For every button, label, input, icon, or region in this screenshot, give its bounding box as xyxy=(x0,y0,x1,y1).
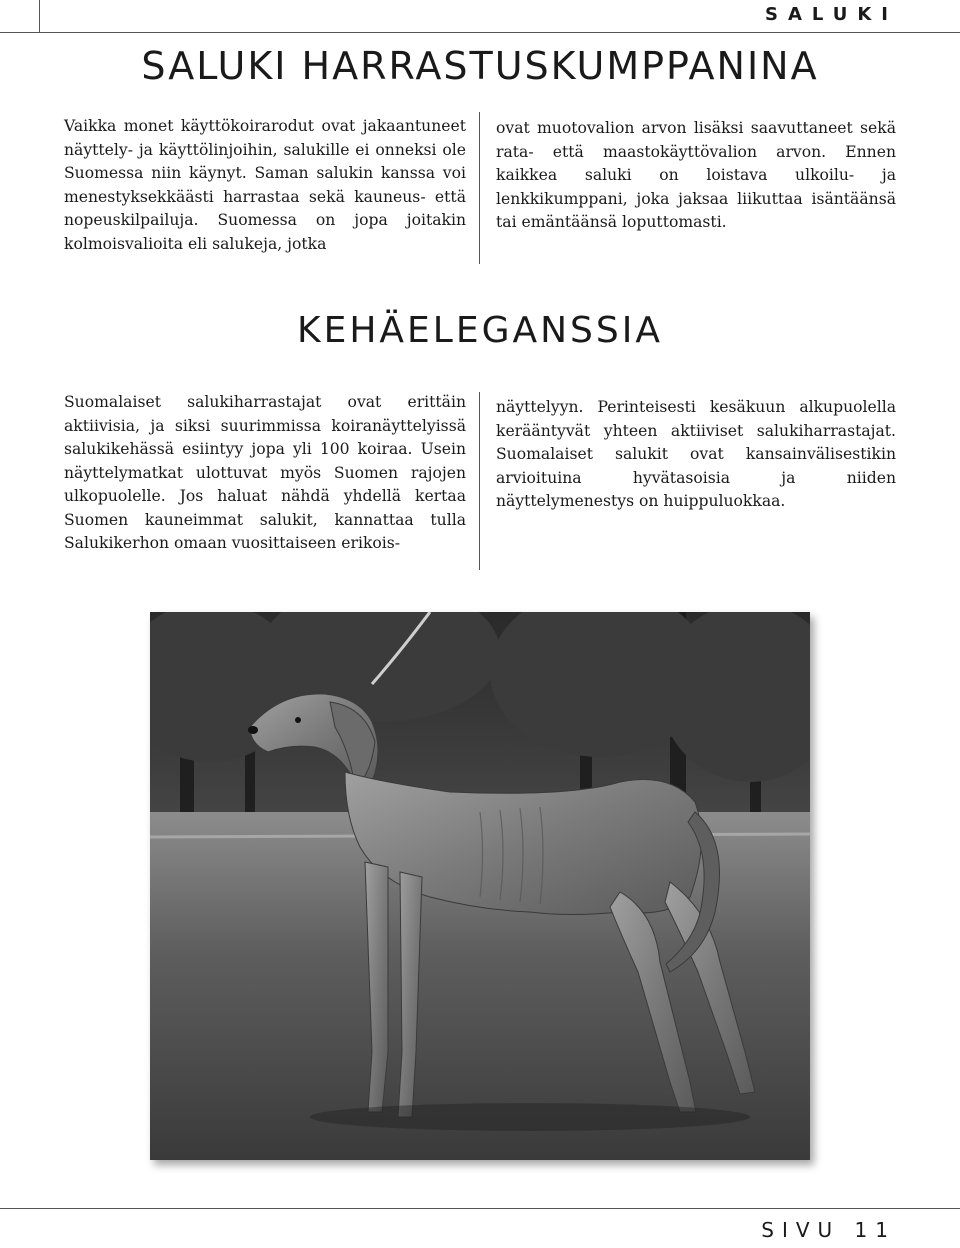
section2-right-column: näyttelyyn. Perinteisesti kesäkuun alkupuolella kerääntyvät yhteen aktiiviset salukiharrastajat. Suomalaiset salukit ovat kansainvälisestikin arvioituina hyvätasoisia ja niiden näyttelymenestys on huippuluokkaa. xyxy=(496,398,896,510)
saluki-photo-image xyxy=(150,612,810,1160)
section-title-saluki-harrastuskumppanina: SALUKI HARRASTUSKUMPPANINA xyxy=(141,44,819,88)
section1-column-divider xyxy=(479,112,480,264)
top-rule xyxy=(0,32,960,33)
page-number: SIVU 11 xyxy=(761,1218,896,1242)
saluki-photo xyxy=(150,612,810,1160)
section-title-kehaeleganssia: KEHÄELEGANSSIA xyxy=(297,310,663,351)
running-head: SALUKI xyxy=(765,4,898,25)
section1-left-column: Vaikka monet käyttökoirarodut ovat jakaantuneet näyttely- ja käyttölinjoihin, salukille ei onneksi ole Suomessa niin käynyt. Saman salukin kanssa voi menestyksekkäästi harrastaa sekä kauneus- että nopeuskilpailuja. Suomessa on jopa joitakin kolmoisvalioita eli salukeja, jotka xyxy=(64,117,466,253)
section1-right-column: ovat muotovalion arvon lisäksi saavuttaneet sekä rata- että maastokäyttövalion arvon. Ennen kaikkea saluki on loistava ulkoilu- ja lenkkikumppani, joka jaksaa liikuttaa isäntäänsä tai emäntäänsä loputtomasti. xyxy=(496,119,896,231)
top-rule-vertical xyxy=(39,0,40,33)
section2-left-column: Suomalaiset salukiharrastajat ovat erittäin aktiivisia, ja siksi suurimmissa koiranäyttelyissä salukikehässä esiintyy jopa yli 100 koiraa. Usein näyttelymatkat ulottuvat myös Suomen rajojen ulkopuolelle. Jos haluat nähdä yhdellä kertaa Suomen kauneimmat salukit, kannattaa tulla Salukikerhon omaan vuosittaiseen erikois- xyxy=(64,393,466,552)
bottom-rule xyxy=(0,1208,960,1209)
section2-column-divider xyxy=(479,392,480,570)
